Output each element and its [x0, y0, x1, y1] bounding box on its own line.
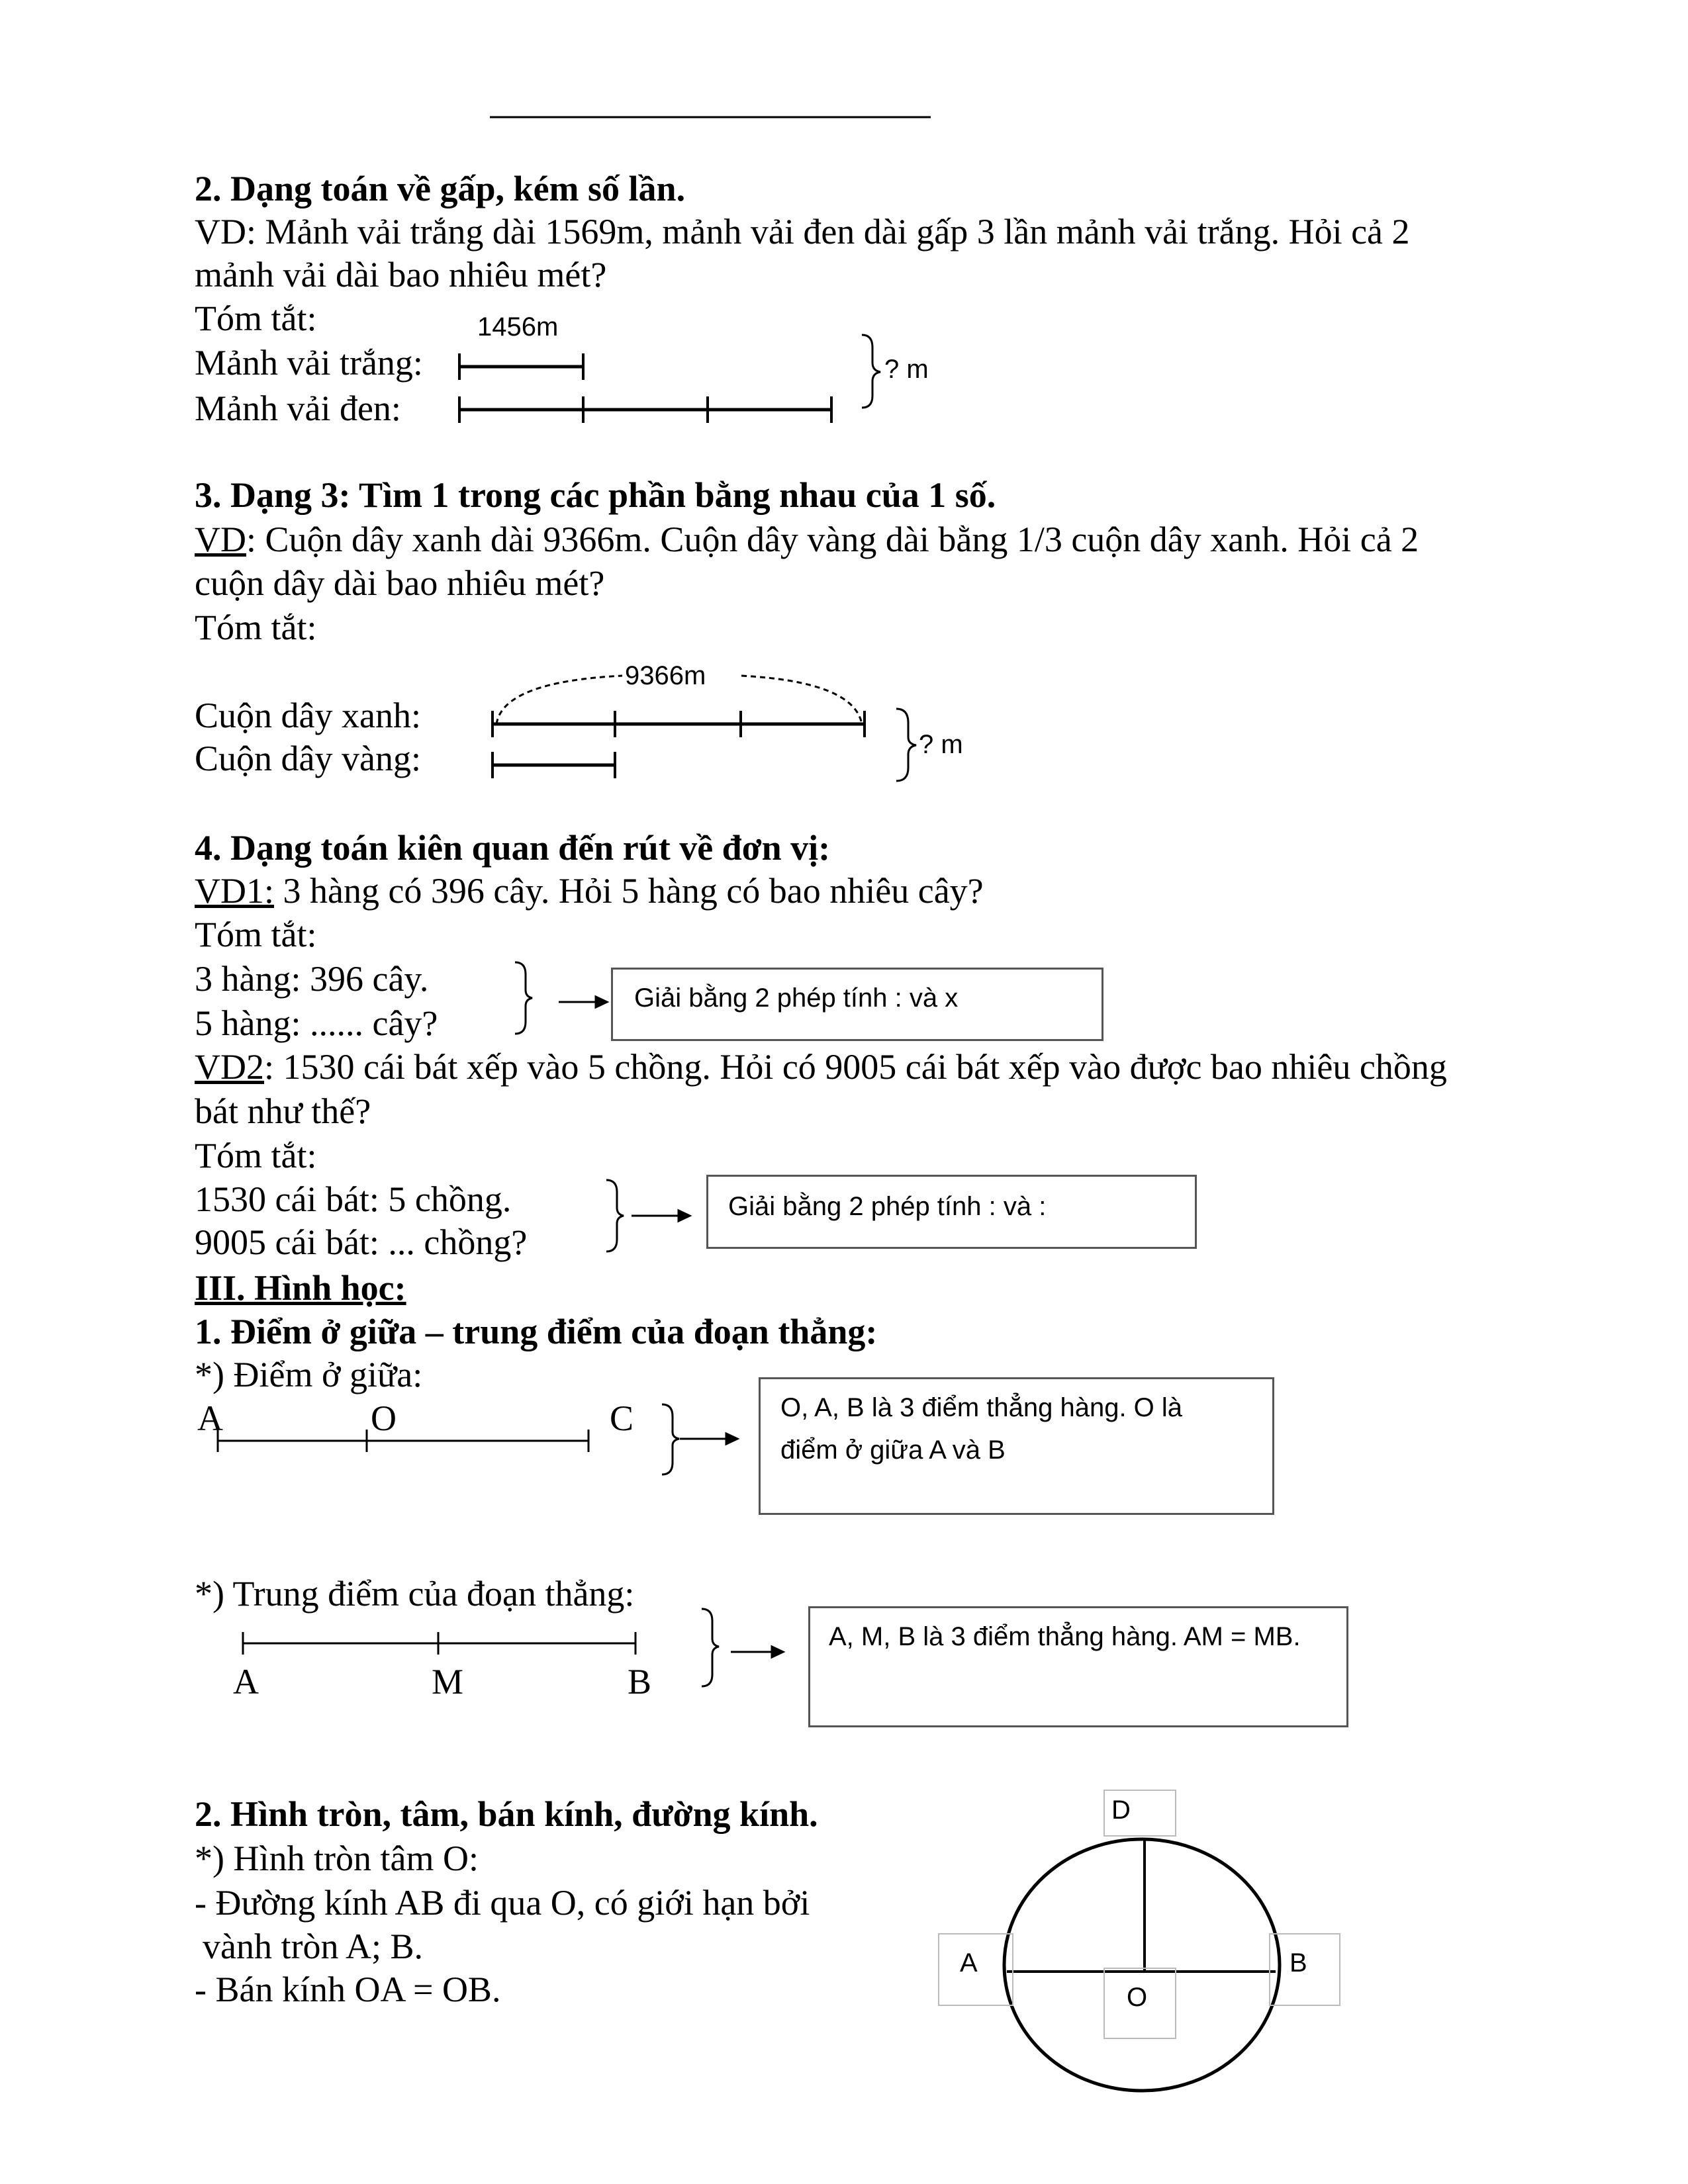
s4-summary-label-1: Tóm tắt: — [195, 915, 317, 954]
s3-row-green: Cuộn dây xanh: — [195, 696, 421, 735]
s2-segment-label: 1456m — [477, 312, 559, 341]
midpoint-a: A — [233, 1662, 259, 1702]
s2-total: ? m — [884, 355, 929, 384]
circle-line2: - Đường kính AB đi qua O, có giới hạn bởi — [195, 1883, 810, 1923]
s3-example-text: : Cuộn dây xanh dài 9366m. Cuộn dây vàng dài bằng 1/3 cuộn dây xanh. Hỏi cả 2 — [246, 520, 1419, 559]
circle-line4: - Bán kính OA = OB. — [195, 1970, 501, 2009]
midpoint-text: A, M, B là 3 điểm thẳng hàng. AM = MB. — [829, 1622, 1301, 1651]
vd2-line — [195, 1047, 1447, 1087]
vd1-row2: 5 hàng: ...... cây? — [195, 1003, 438, 1043]
section-2-heading: 2. Dạng toán về gấp, kém số lần. — [195, 169, 686, 208]
s2-example-line2: mảnh vải dài bao nhiêu mét? — [195, 255, 607, 295]
geometry-heading: III. Hình học: — [195, 1268, 406, 1308]
vd2-solution-text: Giải bằng 2 phép tính : và : — [728, 1192, 1047, 1221]
vd2-row2: 9005 cái bát: ... chồng? — [195, 1222, 528, 1262]
vd1-row1: 3 hàng: 396 cây. — [195, 959, 429, 999]
circle-line3: vành tròn A; B. — [203, 1927, 423, 1966]
between-label: *) Điểm ở giữa: — [195, 1355, 423, 1394]
s3-example-line1 — [195, 520, 1419, 559]
vd2-text: : 1530 cái bát xếp vào 5 chồng. Hỏi có 9005 cái bát xếp vào được bao nhiêu chồng — [264, 1047, 1447, 1087]
midpoint-label: *) Trung điểm của đoạn thẳng: — [195, 1574, 635, 1614]
circle-heading: 2. Hình tròn, tâm, bán kính, đường kính. — [195, 1794, 818, 1834]
cloth-diagram — [459, 335, 880, 423]
s2-summary-label: Tóm tắt: — [195, 298, 317, 338]
brace — [896, 709, 916, 781]
wire-diagram — [492, 676, 916, 781]
vd2-line2: bát như thế? — [195, 1091, 371, 1131]
vd2-row1: 1530 cái bát: 5 chồng. — [195, 1179, 512, 1219]
point-c: C — [610, 1398, 634, 1438]
point-a: A — [197, 1398, 223, 1438]
between-text-1: O, A, B là 3 điểm thẳng hàng. O là — [780, 1393, 1183, 1422]
vd1-solution-text: Giải bằng 2 phép tính : và x — [634, 983, 959, 1013]
s3-total: ? m — [919, 730, 963, 759]
circle-label-a: A — [960, 1948, 978, 1978]
s2-row-white: Mảnh vải trắng: — [195, 343, 423, 383]
s2-example-line1: VD: Mảnh vải trắng dài 1569m, mảnh vải đen dài gấp 3 lần mảnh vải trắng. Hỏi cả 2 — [195, 212, 1410, 251]
s3-summary-label: Tóm tắt: — [195, 608, 317, 647]
geometry-sub1: 1. Điểm ở giữa – trung điểm của đoạn thẳng: — [195, 1312, 878, 1351]
circle-label-b: B — [1289, 1948, 1307, 1978]
midpoint-diagram — [243, 1609, 783, 1686]
s4-summary-label-2: Tóm tắt: — [195, 1136, 317, 1175]
circle-line1: *) Hình tròn tâm O: — [195, 1839, 479, 1878]
s3-example-line2: cuộn dây dài bao nhiêu mét? — [195, 563, 605, 603]
brace — [862, 335, 880, 408]
midpoint-b: B — [628, 1662, 652, 1702]
between-text-2: điểm ở giữa A và B — [780, 1435, 1006, 1465]
vd1-text: 3 hàng có 396 cây. Hỏi 5 hàng có bao nhiêu cây? — [274, 871, 984, 911]
vd1-line — [195, 871, 984, 911]
s3-row-yellow: Cuộn dây vàng: — [195, 739, 421, 778]
vd-label: VD — [195, 520, 246, 559]
vd2-label: VD2 — [195, 1047, 264, 1087]
midpoint-m: M — [432, 1662, 464, 1702]
section-3-heading: 3. Dạng 3: Tìm 1 trong các phần bằng nhau của 1 số. — [195, 475, 996, 515]
s2-row-black: Mảnh vải đen: — [195, 388, 401, 428]
point-o: O — [371, 1398, 397, 1438]
vd1-label: VD1: — [195, 871, 274, 911]
between-diagram — [218, 1404, 737, 1475]
circle-label-o: O — [1127, 1983, 1148, 2012]
circle-label-d: D — [1111, 1796, 1131, 1825]
s3-segment-label: 9366m — [625, 661, 706, 690]
circle-diagram — [1004, 1839, 1280, 2091]
section-4-heading: 4. Dạng toán kiên quan đến rút về đơn vị: — [195, 828, 831, 868]
